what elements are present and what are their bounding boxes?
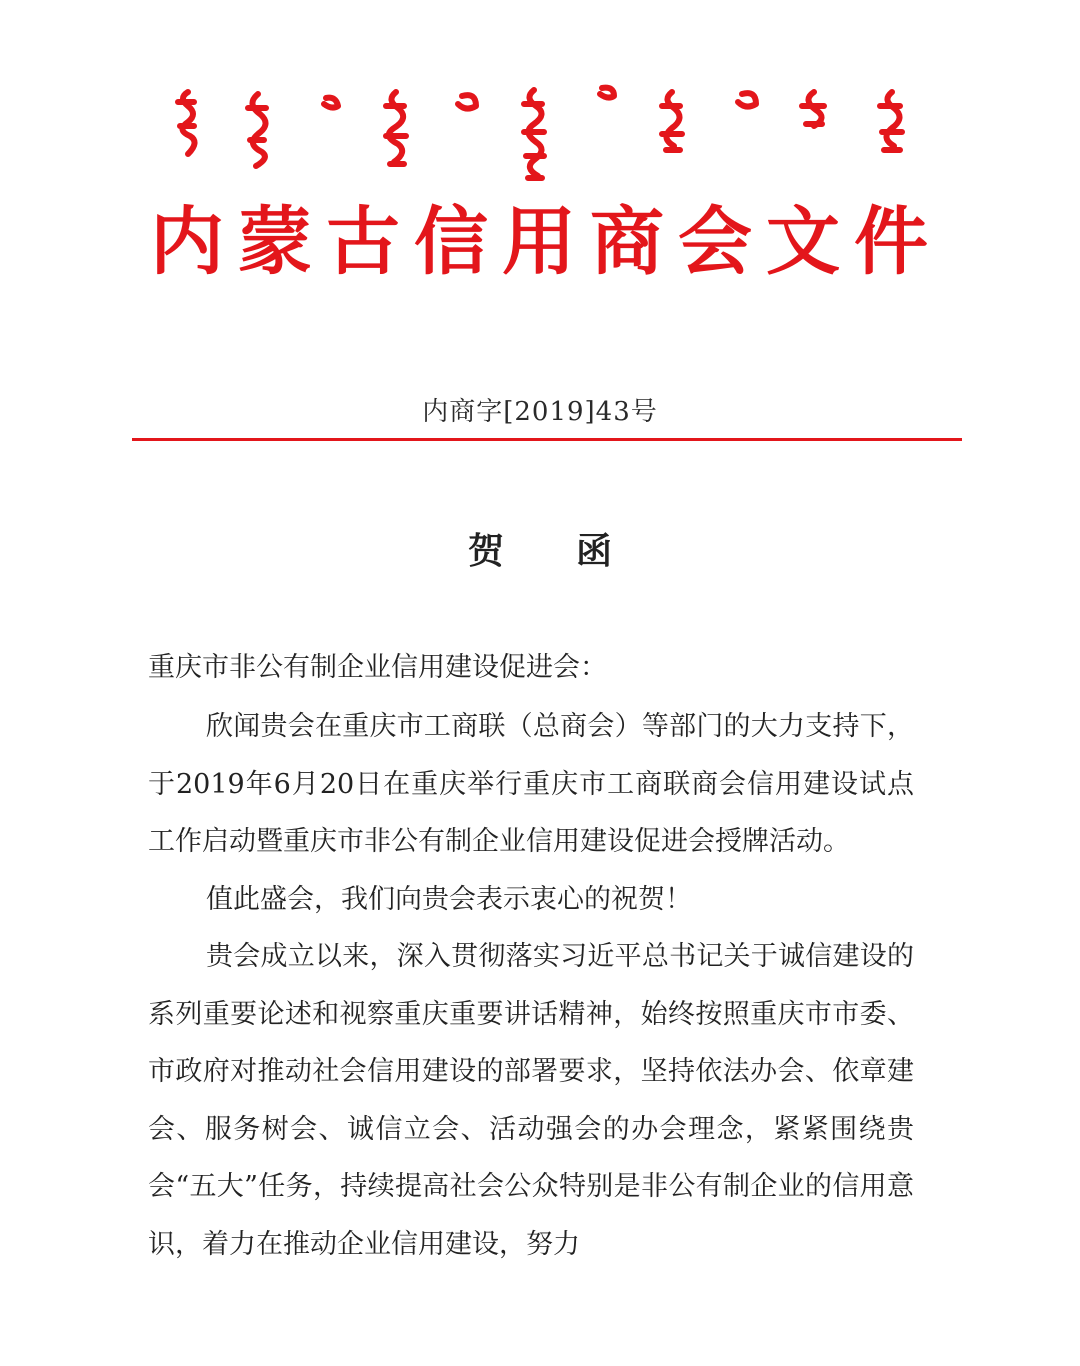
red-divider-line — [132, 438, 962, 441]
letter-title-char: 贺 — [467, 531, 504, 572]
letter-body — [148, 698, 914, 1273]
paragraph: 欣闻贵会在重庆市工商联（总商会）等部门的大力支持下，于2019年6月20日在重庆举行重庆市工商联商会信用建设试点工作启动暨重庆市非公有制企业信用建设促进会授牌活动。 — [148, 711, 914, 857]
salutation: 重庆市非公有制企业信用建设促进会： — [148, 652, 607, 683]
letter-title-char: 函 — [576, 531, 613, 572]
document-number: 内商字[2019]43号 — [422, 397, 658, 427]
mongolian-letterhead-logo — [150, 80, 940, 190]
letterhead-title: 内蒙古信用商会文件 — [150, 199, 942, 285]
paragraph: 值此盛会，我们向贵会表示衷心的祝贺！ — [206, 883, 692, 915]
letter-title — [0, 524, 1080, 580]
paragraph: 贵会成立以来，深入贯彻落实习近平总书记关于诚信建设的系列重要论述和视察重庆重要讲话精神，始终按照重庆市市委、市政府对推动社会信用建设的部署要求，坚持依法办会、依章建会、服务树会、诚信立会、活动强会的办会理念，紧紧围绕贵会“五大”任务，持续提高社会公众特别是非公有制企业的信用意识，着力在推动企业信用建设，努力 — [148, 941, 914, 1260]
